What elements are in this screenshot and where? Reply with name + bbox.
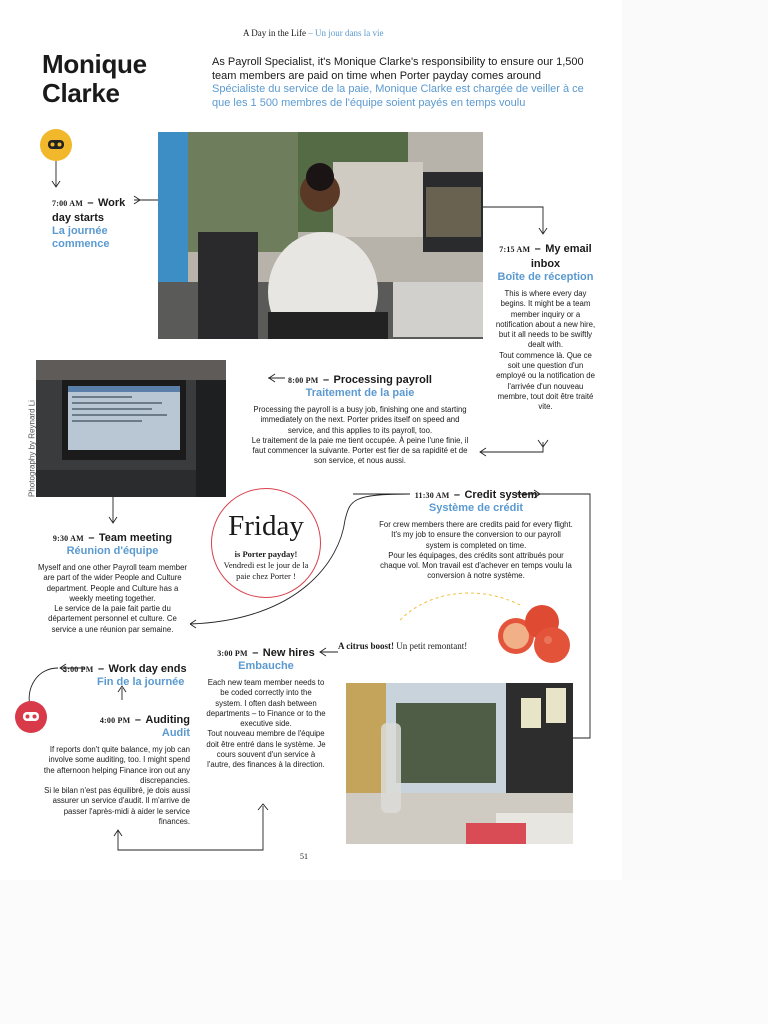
time-label: 4:00 PM: [99, 716, 131, 725]
event-title: New hires: [262, 647, 315, 659]
event-body-fr: Tout commence là. Que ce soit une question d'un employé ou la notification de l'arrivée d'un nouveau membre, tout doit être traité vite.: [496, 350, 595, 412]
event-title: My email inbox: [530, 243, 592, 270]
event-title-fr: Traitement de la paie: [305, 387, 415, 399]
event-title: Work day ends: [108, 663, 187, 675]
header-title: A Day in the Life: [243, 28, 306, 38]
time-label: 7:15 AM: [499, 245, 531, 254]
start-badge: [40, 129, 72, 161]
header-separator: –: [308, 28, 313, 38]
mask-icon: [40, 129, 72, 161]
citrus-fr: Un petit remontant!: [396, 641, 468, 651]
friday-badge: [211, 488, 321, 598]
event-title-fr: Système de crédit: [428, 502, 524, 514]
event-body-fr: Tout nouveau membre de l'équipe doit être entré dans le système. Je cours souvent d'un service à l'autre, des finances à la direction.: [206, 729, 326, 770]
running-header: [243, 28, 383, 38]
dash: –: [453, 489, 461, 501]
photo-window-view: [346, 683, 573, 844]
dash: –: [252, 647, 259, 659]
friday-en: is Porter payday!: [234, 549, 298, 559]
event-body-en: For crew members there are credits paid for every flight. It's my job to ensure the conversion to our payroll system is completed on time.: [379, 520, 573, 550]
event-body-fr: Si le bilan n'est pas équilibré, je dois aussi assurer un service d'audit. Il m'arrive de passer l'après-midi à aider le service finances.: [44, 786, 190, 827]
event-credit-system: [378, 487, 574, 582]
first-name: Monique: [42, 49, 147, 79]
dash: –: [534, 243, 541, 255]
dash: –: [87, 197, 94, 209]
citrus-fruit-illustration: [492, 602, 577, 664]
citrus-caption: [338, 641, 467, 651]
intro-en: As Payroll Specialist, it's Monique Clarke's responsibility to ensure our 1,500 team members are paid on time when Porter payday comes around: [212, 56, 584, 82]
event-title-fr: Embauche: [238, 660, 294, 672]
dash: –: [322, 374, 330, 386]
photo-monitor: [36, 360, 226, 497]
time-label: 3:00 PM: [217, 649, 248, 658]
time-label: 8:00 PM: [288, 376, 319, 385]
event-body-fr: Le service de la paie fait partie du département personnel et culture. Ce service a une réunion par semaine.: [48, 604, 177, 634]
event-body-en: Myself and one other Payroll team member are part of the wider People and Culture department. People and Culture has a weekly meeting together.: [37, 563, 188, 603]
event-body-en: This is where every day begins. It might be a team member inquiry or a notification about a new hire, but it all needs to be swiftly dealt with.: [495, 289, 596, 350]
time-label: 5:00 PM: [63, 665, 94, 674]
time-label: 11:30 AM: [414, 491, 450, 500]
photo-credit: [22, 400, 37, 500]
event-work-starts: [52, 195, 137, 251]
event-meeting: [35, 530, 190, 635]
event-title: Work day starts: [52, 197, 126, 224]
event-title-fr: Réunion d'équipe: [66, 545, 159, 557]
dash: –: [88, 532, 95, 544]
event-title-fr: La journée commence: [52, 225, 110, 250]
friday-title: Friday: [228, 510, 304, 542]
event-audit: [40, 712, 190, 827]
last-name: Clarke: [42, 78, 120, 108]
time-label: 7:00 AM: [52, 199, 83, 208]
event-title: Auditing: [145, 714, 190, 726]
event-title: Credit system: [464, 489, 538, 501]
dash: –: [97, 663, 105, 675]
event-payroll: [250, 372, 470, 467]
event-new-hires: [206, 645, 326, 771]
friday-fr: Vendredi est le jour de la paie chez Porter !: [223, 560, 309, 581]
event-work-ends: [63, 661, 203, 689]
photo-credit-text: Photography by Reynard Li: [27, 400, 37, 497]
event-title-fr: Boîte de réception: [497, 271, 594, 283]
event-body-en: Each new team member needs to be coded correctly into the system. I often dash between departments – to Finance or to the executive side.: [206, 678, 326, 729]
event-title: Processing payroll: [333, 374, 432, 386]
event-body-en: If reports don't quite balance, my job can involve some auditing, too. I might spend the afternoon helping Finance iron out any discrepancies.: [43, 745, 190, 785]
intro-fr: Spécialiste du service de la paie, Monique Clarke est chargée de veiller à ce que les 1 500 membres de l'équipe soient payés en temps voulu: [212, 83, 584, 109]
event-title-fr: Fin de la journée: [97, 676, 185, 688]
person-name: [42, 50, 147, 108]
event-body-fr: Le traitement de la paie me tient occupée. À peine l'une finie, il faut commencer la suivante. Porter est fier de sa rapidité et de son service, et nous aussi.: [251, 435, 469, 466]
event-title: Team meeting: [98, 532, 173, 544]
photo-desk-portrait: [158, 132, 483, 339]
event-body-fr: Pour les équipages, des crédits sont attribués pour chaque vol. Mon travail est d'achever en temps voulu la conversion à notre système.: [380, 550, 572, 581]
page-number: 51: [300, 852, 308, 861]
event-email: [493, 241, 598, 413]
header-title-fr: Un jour dans la vie: [314, 28, 384, 38]
time-label: 9:30 AM: [52, 534, 84, 543]
event-body-en: Processing the payroll is a busy job, finishing one and starting immediately on the next. Porter prides itself on speed and service, and this applies to its payroll, too.: [253, 405, 467, 435]
dash: –: [134, 714, 141, 726]
event-title-fr: Audit: [161, 727, 190, 739]
citrus-en: A citrus boost!: [338, 641, 394, 651]
